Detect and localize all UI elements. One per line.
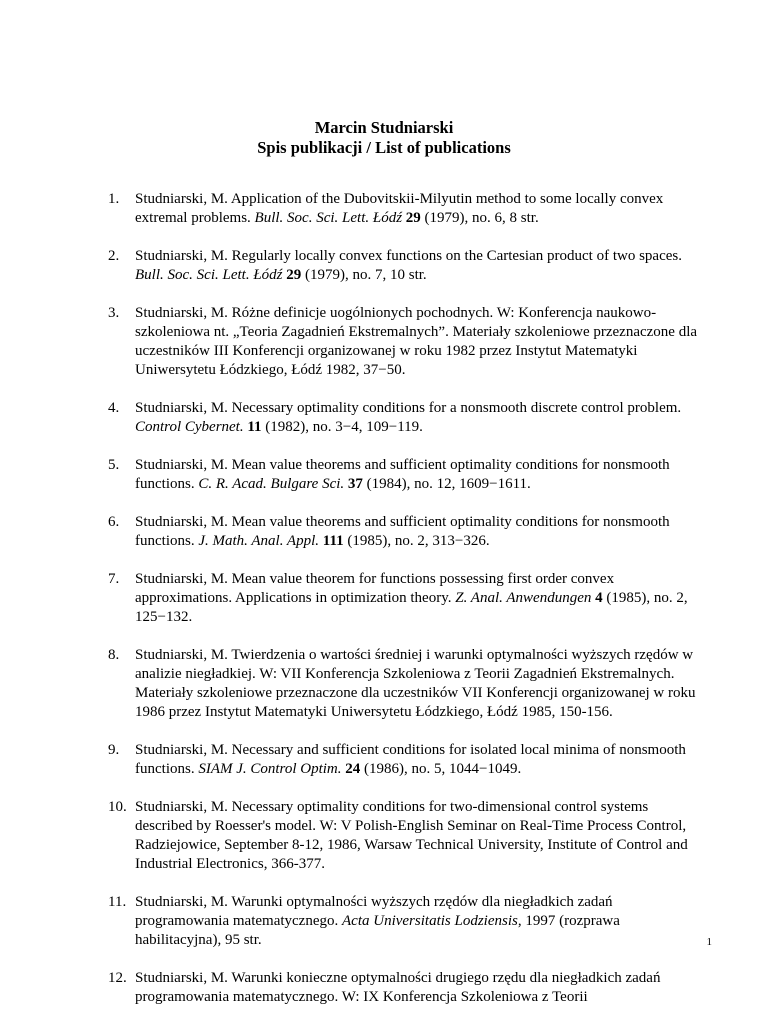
item-number: 5. — [108, 457, 120, 473]
publication-item — [108, 646, 698, 722]
volume-number: 29 — [405, 210, 421, 226]
publication-item — [108, 969, 698, 1007]
volume-number: 24 — [345, 761, 361, 777]
publication-item — [108, 798, 698, 874]
item-text: Studniarski, M. Necessary and sufficient conditions for isolated local minima of nonsmooth functions. SIAM J. Control Optim. 24 (1986), no. 5, 1044−1049. — [135, 742, 686, 777]
item-number: 11. — [108, 894, 127, 910]
journal-title: SIAM J. Control Optim. — [198, 761, 342, 777]
item-number: 7. — [108, 571, 120, 587]
author-name: Marcin Studniarski — [314, 118, 454, 137]
item-number: 9. — [108, 742, 120, 758]
item-text: Studniarski, M. Necessary optimality conditions for two-dimensional control systems described by Roesser's model. W: V Polish-English Seminar on Real-Time Process Control, Radziejowice, September 8-12, 1986, Warsaw Technical University, Institute of Control and Industrial Electronics, 366-377. — [135, 799, 688, 872]
item-number: 6. — [108, 514, 120, 530]
item-text: Studniarski, M. Warunki optymalności wyższych rzędów dla niegładkich zadań programowania matematycznego. Acta Universitatis Lodziensis, 1997 (rozprawa habilitacyjna), 95 str. — [135, 894, 620, 948]
publication-item — [108, 513, 698, 551]
publication-item — [108, 893, 698, 950]
publication-item — [108, 741, 698, 779]
publication-item — [108, 399, 698, 437]
journal-title: Control Cybernet. — [135, 419, 244, 435]
publication-item — [108, 247, 698, 285]
item-number: 4. — [108, 400, 120, 416]
item-text: Studniarski, M. Application of the Dubovitskii-Milyutin method to some locally convex extremal problems. Bull. Soc. Sci. Lett. Łódź 29 (1979), no. 6, 8 str. — [135, 191, 664, 226]
publication-item — [108, 190, 698, 228]
volume-number: 4 — [595, 590, 603, 606]
journal-title: Acta Universitatis Lodziensis — [342, 913, 518, 929]
volume-number: 111 — [322, 533, 344, 549]
publication-list — [108, 190, 698, 1026]
item-text: Studniarski, M. Necessary optimality conditions for a nonsmooth discrete control problem. Control Cybernet. 11 (1982), no. 3−4, 109−119. — [135, 400, 682, 435]
item-number: 2. — [108, 248, 120, 264]
item-text: Studniarski, M. Mean value theorem for functions possessing first order convex approximations. Applications in optimization theory. Z. Anal. Anwendungen 4 (1985), no. 2, 125−132. — [135, 571, 688, 625]
item-text: Studniarski, M. Regularly locally convex functions on the Cartesian product of two spaces. Bull. Soc. Sci. Lett. Łódź 29 (1979), no. 7, 10 str. — [135, 248, 682, 283]
publication-item — [108, 304, 698, 380]
page-number: 1 — [706, 936, 712, 948]
journal-title: J. Math. Anal. Appl. — [198, 533, 320, 549]
page-title: Spis publikacji / List of publications — [257, 138, 511, 157]
item-text: Studniarski, M. Mean value theorems and sufficient optimality conditions for nonsmooth functions. J. Math. Anal. Appl. 111 (1985), no. 2, 313−326. — [135, 514, 670, 549]
item-number: 1. — [108, 191, 120, 207]
item-text: Studniarski, M. Twierdzenia o wartości średniej i warunki optymalności wyższych rzędów w analizie niegładkiej. W: VII Konferencja Szkoleniowa z Teorii Zagadnień Ekstremalnych. Materiały szkoleniowe przeznaczone dla uczestników VII Konferencji organizowanej w roku 1986 przez Instytut Matematyki Uniwersytetu Łódzkiego, Łódź 1985, 150-156. — [135, 647, 696, 720]
item-number: 3. — [108, 305, 120, 321]
item-number: 8. — [108, 647, 120, 663]
item-text: Studniarski, M. Warunki konieczne optymalności drugiego rzędu dla niegładkich zadań programowania matematycznego. W: IX Konferencja Szkoleniowa z Teorii — [135, 970, 661, 1005]
item-number: 10. — [108, 799, 127, 815]
publication-item — [108, 456, 698, 494]
item-text: Studniarski, M. Różne definicje uogólnionych pochodnych. W: Konferencja naukowo-szkoleniowa nt. „Teoria Zagadnień Ekstremalnych”. Materiały szkoleniowe przeznaczone dla uczestników III Konferencji organizowanej w roku 1982 przez Instytut Matematyki Uniwersytetu Łódzkiego, Łódź 1982, 37−50. — [135, 305, 698, 378]
volume-number: 11 — [247, 419, 262, 435]
journal-title: Bull. Soc. Sci. Lett. Łódź — [135, 267, 283, 283]
journal-title: Z. Anal. Anwendungen — [455, 590, 592, 606]
journal-title: C. R. Acad. Bulgare Sci. — [198, 476, 345, 492]
volume-number: 29 — [286, 267, 302, 283]
title-block — [0, 118, 768, 158]
volume-number: 37 — [347, 476, 363, 492]
item-text: Studniarski, M. Mean value theorems and sufficient optimality conditions for nonsmooth functions. C. R. Acad. Bulgare Sci. 37 (1984), no. 12, 1609−1611. — [135, 457, 670, 492]
publication-item — [108, 570, 698, 627]
item-number: 12. — [108, 970, 127, 986]
journal-title: Bull. Soc. Sci. Lett. Łódź — [254, 210, 403, 226]
